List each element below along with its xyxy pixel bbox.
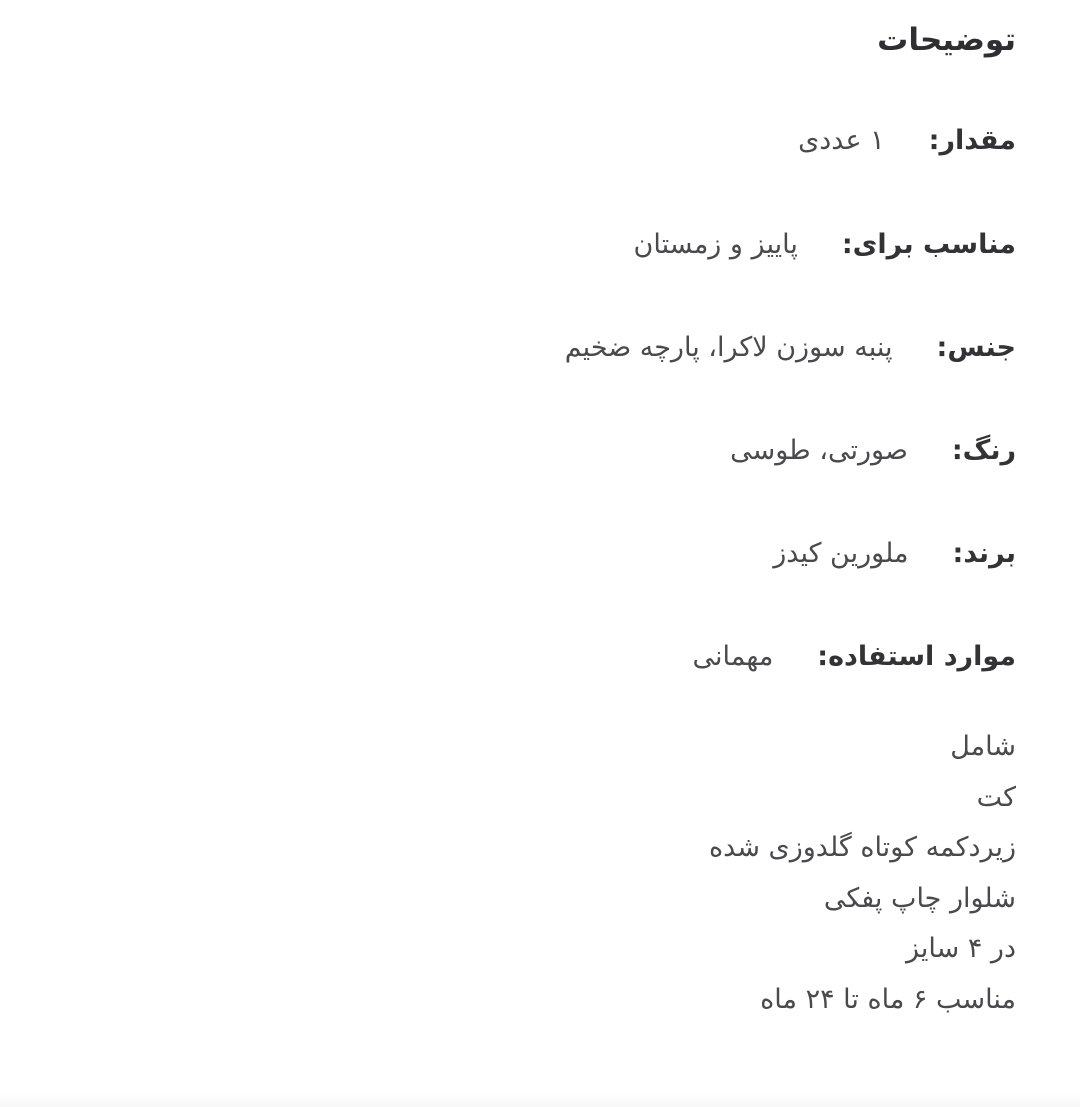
attribute-value: ملورین کیدز (773, 537, 909, 569)
attribute-row-color (730, 428, 1016, 472)
section-title: توضیحات (877, 22, 1016, 58)
attribute-value: صورتی، طوسی (730, 434, 908, 466)
attribute-row-suitable-for (634, 222, 1016, 266)
attribute-label: جنس: (936, 331, 1016, 363)
list-item: شامل (950, 731, 1016, 762)
attribute-value: پاییز و زمستان (633, 228, 798, 260)
list-item: در ۴ سایز (905, 933, 1016, 964)
list-item: مناسب ۶ ماه تا ۲۴ ماه (760, 983, 1016, 1015)
attribute-label: رنگ: (951, 434, 1016, 466)
list-item: شلوار چاپ پفکی (823, 882, 1016, 914)
attribute-label: مقدار: (928, 124, 1016, 156)
attribute-label: برند: (952, 537, 1016, 569)
attribute-row-brand (773, 531, 1016, 575)
package-contents-list (709, 722, 1016, 1025)
attribute-row-material (565, 325, 1016, 369)
attribute-value: مهمانی (692, 640, 774, 672)
list-item: کت (976, 781, 1016, 813)
bottom-divider (0, 1093, 1080, 1107)
attribute-row-usage (693, 634, 1016, 678)
attribute-row-quantity (798, 118, 1016, 162)
list-item: زیردکمه کوتاه گلدوزی شده (709, 832, 1016, 863)
attribute-label: موارد استفاده: (817, 640, 1016, 672)
attribute-value: ۱ عددی (798, 124, 885, 156)
attribute-value: پنبه سوزن لاکرا، پارچه ضخیم (564, 331, 893, 363)
attribute-label: مناسب برای: (841, 228, 1016, 260)
